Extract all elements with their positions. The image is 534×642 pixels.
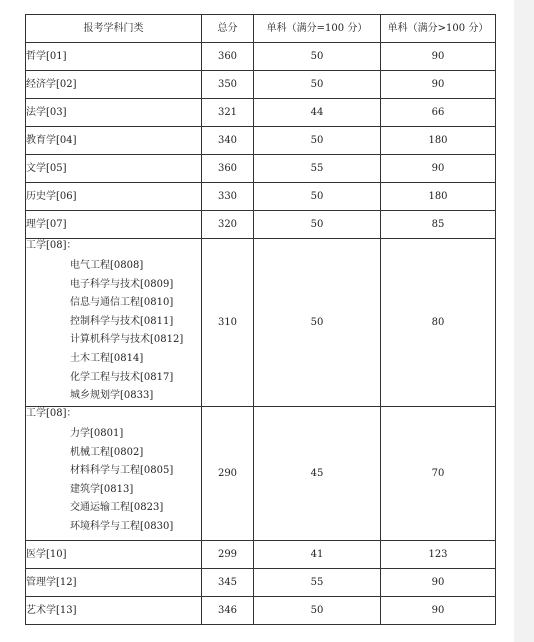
single-100-cell: 50	[254, 597, 381, 625]
total-cell: 345	[202, 569, 254, 597]
single-over-100-cell: 85	[381, 211, 496, 239]
table-row	[26, 183, 496, 211]
header-total: 总分	[202, 15, 254, 43]
total-cell: 310	[202, 239, 254, 407]
category-cell: 医学[10]	[26, 541, 202, 569]
single-over-100-cell: 180	[381, 127, 496, 155]
category-group-cell	[26, 407, 202, 541]
single-over-100-cell: 90	[381, 43, 496, 71]
total-cell: 346	[202, 597, 254, 625]
group-title: 工学[08]：	[26, 408, 77, 419]
subject-item: 建筑学[0813]	[70, 483, 134, 495]
table-row-engineering-group-b	[26, 407, 496, 541]
table-row	[26, 155, 496, 183]
single-100-cell: 41	[254, 541, 381, 569]
single-over-100-cell: 90	[381, 155, 496, 183]
single-100-cell: 50	[254, 127, 381, 155]
table-row-engineering-group-a	[26, 239, 496, 407]
subject-item: 交通运输工程[0823]	[70, 502, 164, 514]
table-row	[26, 127, 496, 155]
total-cell: 340	[202, 127, 254, 155]
category-cell: 哲学[01]	[26, 43, 202, 71]
header-single-100: 单科（满分=100 分）	[254, 15, 381, 43]
single-over-100-cell: 90	[381, 569, 496, 597]
single-over-100-cell: 66	[381, 99, 496, 127]
subject-item: 控制科学与技术[0811]	[70, 315, 174, 327]
total-cell: 299	[202, 541, 254, 569]
subject-item: 力学[0801]	[70, 428, 124, 439]
category-cell: 经济学[02]	[26, 71, 202, 99]
single-over-100-cell: 70	[381, 407, 496, 541]
total-cell: 290	[202, 407, 254, 541]
subject-item: 城乡规划学[0833]	[70, 390, 154, 402]
single-100-cell: 55	[254, 155, 381, 183]
subject-item: 机械工程[0802]	[70, 446, 144, 458]
single-over-100-cell: 90	[381, 71, 496, 99]
table-row	[26, 569, 496, 597]
single-over-100-cell: 123	[381, 541, 496, 569]
table-row	[26, 99, 496, 127]
header-single-over-100: 单科（满分>100 分）	[381, 15, 496, 43]
score-line-table	[25, 14, 496, 625]
category-cell: 理学[07]	[26, 211, 202, 239]
category-cell: 文学[05]	[26, 155, 202, 183]
single-100-cell: 45	[254, 407, 381, 541]
single-over-100-cell: 90	[381, 597, 496, 625]
single-over-100-cell: 180	[381, 183, 496, 211]
subject-item: 土木工程[0814]	[70, 352, 144, 364]
subject-item: 电子科学与技术[0809]	[70, 278, 174, 290]
total-cell: 350	[202, 71, 254, 99]
total-cell: 360	[202, 43, 254, 71]
single-100-cell: 50	[254, 71, 381, 99]
header-category: 报考学科门类	[26, 15, 202, 43]
category-group-cell	[26, 239, 202, 407]
total-cell: 321	[202, 99, 254, 127]
table-row	[26, 541, 496, 569]
category-cell: 管理学[12]	[26, 569, 202, 597]
subject-item: 计算机科学与技术[0812]	[70, 334, 184, 346]
total-cell: 360	[202, 155, 254, 183]
total-cell: 320	[202, 211, 254, 239]
subject-item: 环境科学与工程[0830]	[70, 520, 174, 532]
single-100-cell: 44	[254, 99, 381, 127]
single-100-cell: 50	[254, 43, 381, 71]
subject-item: 电气工程[0808]	[70, 260, 144, 271]
category-cell: 教育学[04]	[26, 127, 202, 155]
total-cell: 330	[202, 183, 254, 211]
group-title: 工学[08]：	[26, 240, 77, 251]
subject-item: 化学工程与技术[0817]	[70, 371, 174, 383]
table-row	[26, 211, 496, 239]
single-100-cell: 50	[254, 211, 381, 239]
table-row	[26, 597, 496, 625]
single-100-cell: 55	[254, 569, 381, 597]
table-row	[26, 43, 496, 71]
single-over-100-cell: 80	[381, 239, 496, 407]
subject-item: 信息与通信工程[0810]	[70, 297, 174, 309]
category-cell: 历史学[06]	[26, 183, 202, 211]
page-edge-shade	[514, 0, 534, 642]
category-cell: 法学[03]	[26, 99, 202, 127]
category-cell: 艺术学[13]	[26, 597, 202, 625]
table-header-row	[26, 15, 496, 43]
single-100-cell: 50	[254, 183, 381, 211]
single-100-cell: 50	[254, 239, 381, 407]
subject-item: 材料科学与工程[0805]	[70, 465, 174, 477]
table-row	[26, 71, 496, 99]
